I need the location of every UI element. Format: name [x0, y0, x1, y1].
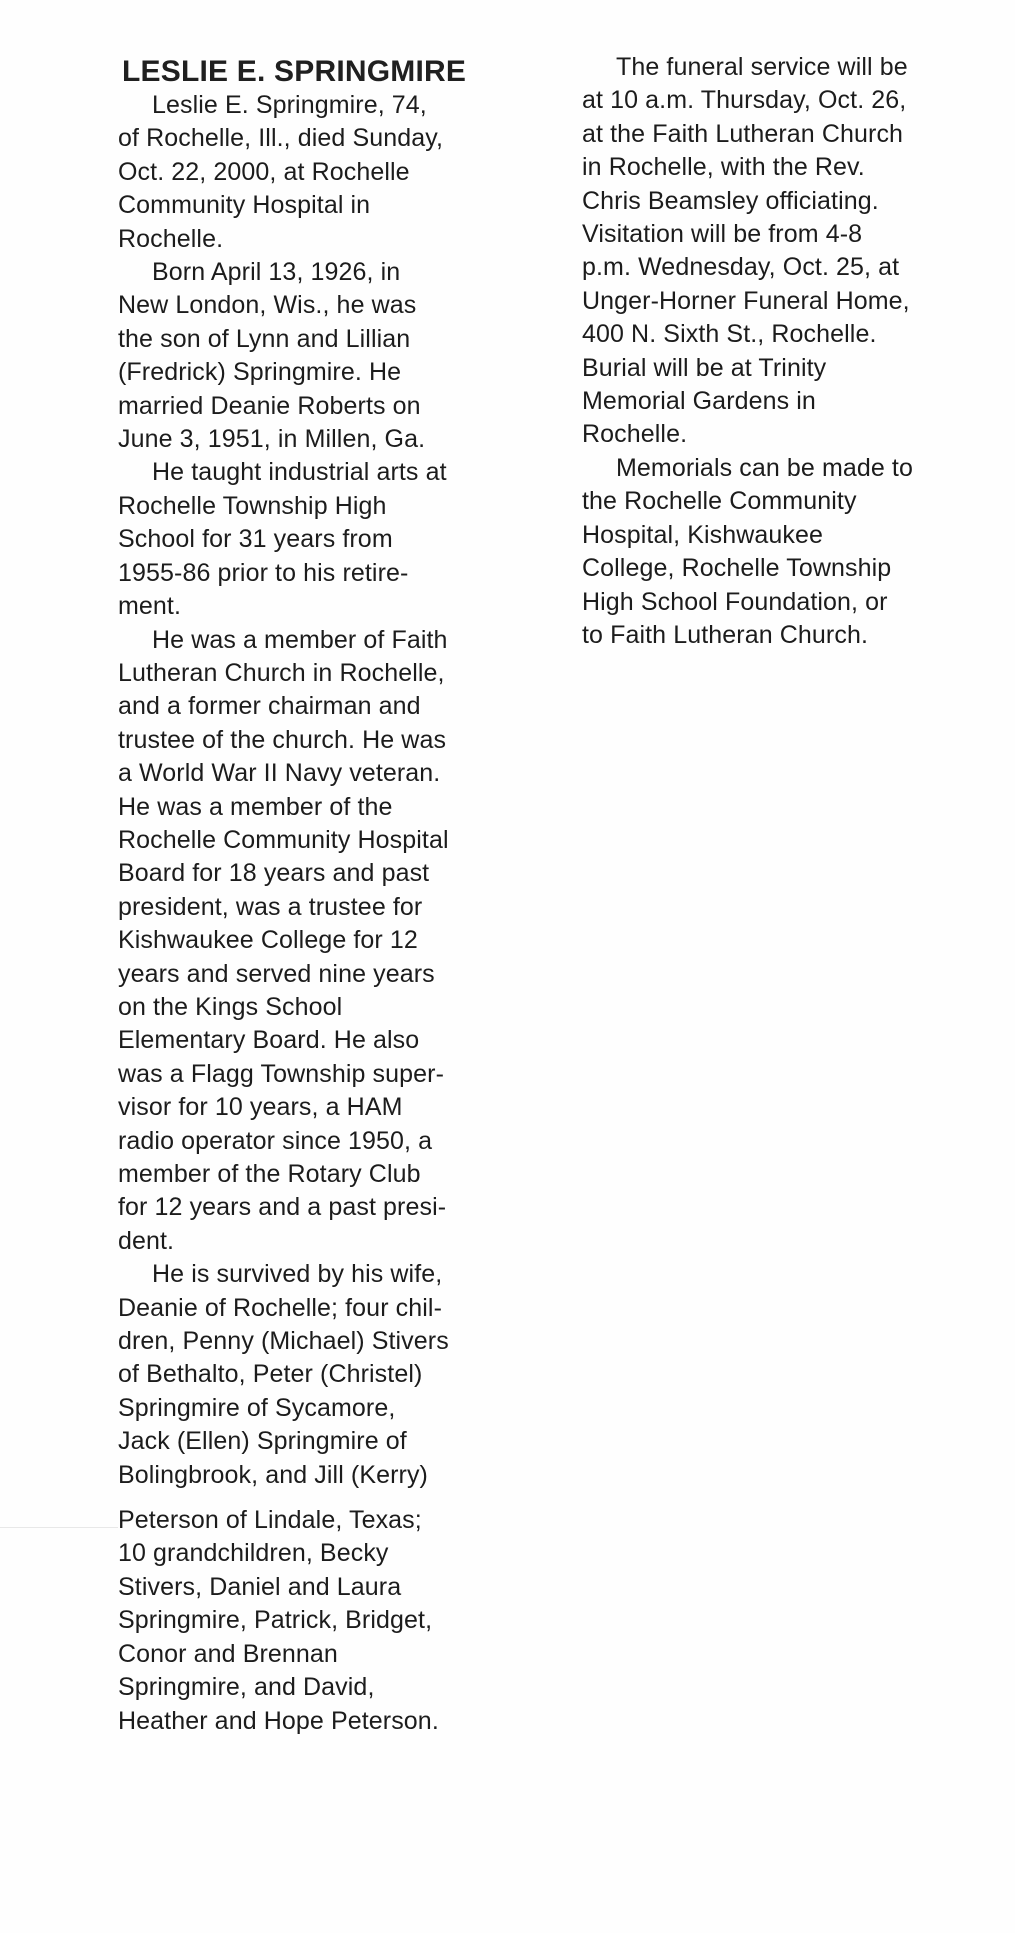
text-line: Born April 13, 1926, in: [152, 258, 401, 287]
text-line: June 3, 1951, in Millen, Ga.: [118, 425, 426, 454]
text-line: president, was a trustee for: [118, 892, 423, 921]
column-splice-gap: [118, 1492, 518, 1504]
text-line: High School Foundation, or: [582, 587, 888, 616]
text-line: Bolingbrook, and Jill (Kerry): [118, 1460, 428, 1489]
text-line: Kishwaukee College for 12: [118, 926, 418, 955]
text-line: at the Faith Lutheran Church: [582, 119, 904, 148]
text-line: Lutheran Church in Rochelle,: [118, 658, 445, 687]
text-line: (Fredrick) Springmire. He: [118, 358, 402, 387]
paragraph-memorials: [582, 452, 982, 652]
text-line: visor for 10 years, a HAM: [118, 1093, 403, 1122]
text-line: and a former chairman and: [118, 692, 421, 721]
text-line: for 12 years and a past presi-: [118, 1193, 447, 1222]
text-line: Unger-Horner Funeral Home,: [582, 286, 910, 315]
text-line: dren, Penny (Michael) Stivers: [118, 1327, 449, 1356]
text-line: Burial will be at Trinity: [582, 353, 827, 382]
text-line: 400 N. Sixth St., Rochelle.: [582, 320, 877, 349]
text-line: the son of Lynn and Lillian: [118, 324, 411, 353]
paragraph-career: [118, 456, 518, 623]
text-line: Memorials can be made to: [616, 453, 913, 482]
text-line: p.m. Wednesday, Oct. 25, at: [582, 253, 900, 282]
text-line: dent.: [118, 1226, 175, 1255]
obituary-headline: LESLIE E. SPRINGMIRE: [122, 55, 467, 88]
text-line: a World War II Navy veteran.: [118, 759, 441, 788]
text-line: radio operator since 1950, a: [118, 1126, 433, 1155]
text-line: in Rochelle, with the Rev.: [582, 153, 865, 182]
text-line: He is survived by his wife,: [152, 1260, 443, 1289]
text-line: 1955-86 prior to his retire-: [118, 558, 409, 587]
text-line: School for 31 years from: [118, 525, 393, 554]
text-line: Memorial Gardens in: [582, 387, 816, 416]
text-line: to Faith Lutheran Church.: [582, 620, 868, 649]
splice-divider: [0, 1527, 118, 1528]
text-line: He was a member of Faith: [152, 625, 448, 654]
text-line: He taught industrial arts at: [152, 458, 447, 487]
text-line: 10 grandchildren, Becky: [118, 1539, 389, 1568]
text-line: Springmire, and David,: [118, 1673, 375, 1702]
text-line: at 10 a.m. Thursday, Oct. 26,: [582, 86, 907, 115]
text-line: Rochelle.: [118, 224, 224, 253]
text-line: Community Hospital in: [118, 191, 371, 220]
text-line: Oct. 22, 2000, at Rochelle: [118, 157, 410, 186]
text-line: The funeral service will be: [616, 53, 908, 81]
text-line: Conor and Brennan: [118, 1639, 338, 1668]
left-column: [118, 55, 518, 1738]
text-line: of Bethalto, Peter (Christel): [118, 1360, 423, 1389]
text-line: Leslie E. Springmire, 74,: [152, 91, 427, 119]
text-line: trustee of the church. He was: [118, 725, 447, 754]
text-line: Board for 18 years and past: [118, 859, 430, 888]
text-line: Chris Beamsley officiating.: [582, 186, 879, 215]
text-line: member of the Rotary Club: [118, 1160, 421, 1188]
paragraph-survivors: [118, 1258, 518, 1738]
text-line: was a Flagg Township super-: [118, 1059, 445, 1088]
text-line: Springmire, Patrick, Bridget,: [118, 1606, 433, 1635]
paragraph-death-notice: [118, 89, 518, 256]
paragraph-birth-marriage: [118, 256, 518, 456]
text-line: Rochelle.: [582, 420, 688, 449]
text-line: Hospital, Kishwaukee: [582, 520, 824, 549]
text-line: Jack (Ellen) Springmire of: [118, 1427, 407, 1456]
text-line: Visitation will be from 4-8: [582, 220, 863, 249]
text-line: Peterson of Lindale, Texas;: [118, 1506, 422, 1535]
text-line: He was a member of the: [118, 792, 393, 821]
text-line: years and served nine years: [118, 959, 435, 988]
right-column: [582, 51, 982, 652]
text-line: New London, Wis., he was: [118, 291, 417, 320]
text-line: Stivers, Daniel and Laura: [118, 1572, 402, 1601]
text-line: of Rochelle, Ill., died Sunday,: [118, 124, 444, 153]
text-line: Deanie of Rochelle; four chil-: [118, 1293, 442, 1322]
text-line: on the Kings School: [118, 992, 343, 1021]
text-line: Elementary Board. He also: [118, 1026, 420, 1055]
paragraph-memberships: [118, 624, 518, 1259]
text-line: the Rochelle Community: [582, 487, 857, 516]
text-line: ment.: [118, 592, 182, 621]
text-line: Heather and Hope Peterson.: [118, 1706, 439, 1735]
paragraph-services: [582, 51, 982, 452]
text-line: Springmire of Sycamore,: [118, 1393, 396, 1422]
text-line: Rochelle Community Hospital: [118, 825, 449, 854]
text-line: College, Rochelle Township: [582, 554, 892, 583]
text-line: Rochelle Township High: [118, 491, 387, 520]
text-line: married Deanie Roberts on: [118, 391, 421, 420]
